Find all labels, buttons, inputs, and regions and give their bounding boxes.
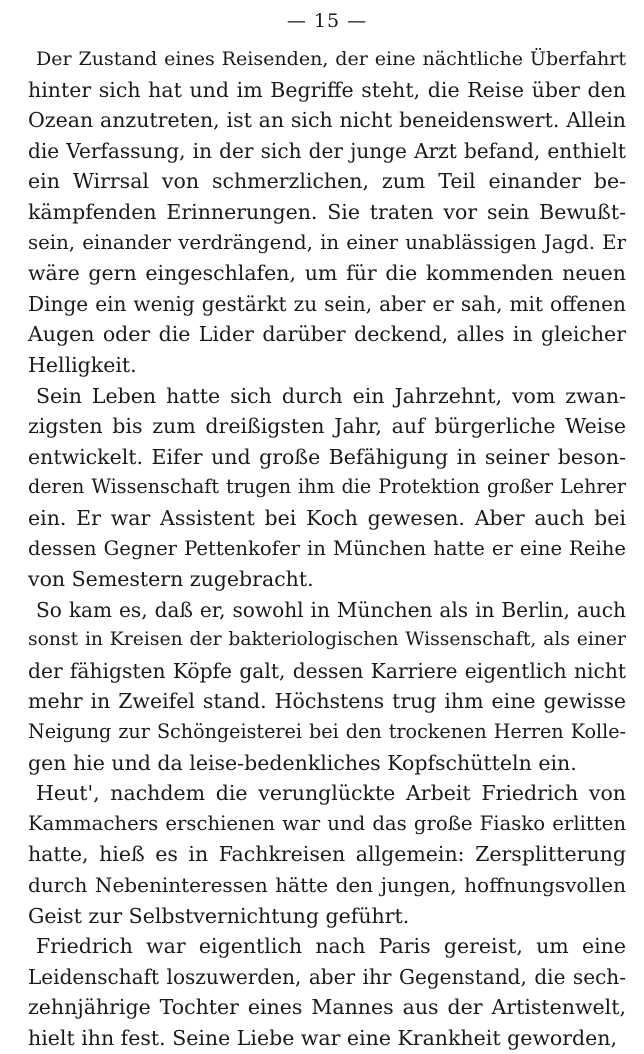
text-line: hatte, hieß es in Fachkreisen allgemein: Zersplitterung <box>28 842 626 867</box>
text-line: hinter sich hat und im Begriffe steht, die Reise über den <box>28 77 626 102</box>
paragraph <box>28 778 626 931</box>
text-line: durch Nebeninteressen hätte den jungen, hoffnungsvollen <box>28 873 626 898</box>
paragraph <box>28 44 626 381</box>
text-line: Dinge ein wenig gestärkt zu sein, aber er sah, mit offenen <box>28 291 626 316</box>
text-line: kämpfenden Erinnerungen. Sie traten vor sein Bewußt- <box>28 199 626 224</box>
text-line: Helligkeit. <box>28 352 137 377</box>
page-number: — 15 — <box>286 10 368 32</box>
text-line: der fähigsten Köpfe galt, dessen Karriere eigentlich nicht <box>28 658 626 683</box>
paragraph <box>28 931 626 1053</box>
text-line: zehnjährige Tochter eines Mannes aus der Artistenwelt, <box>28 995 626 1020</box>
text-line: Sein Leben hatte sich durch ein Jahrzehnt, vom zwan- <box>36 383 626 408</box>
text-line: zigsten bis zum dreißigsten Jahr, auf bürgerliche Weise <box>28 414 626 439</box>
text-line: gen hie und da leise-bedenkliches Kopfschütteln ein. <box>28 750 577 775</box>
text-line: Augen oder die Lider darüber deckend, alles in gleicher <box>28 322 626 347</box>
text-line: die Verfassung, in der sich der junge Arzt befand, enthielt <box>28 138 626 163</box>
text-line: So kam es, daß er, sowohl in München als in Berlin, auch <box>36 597 626 622</box>
text-line: wäre gern eingeschlafen, um für die kommenden neuen <box>28 261 626 286</box>
text-line: Leidenschaft loszuwerden, aber ihr Gegenstand, die sech- <box>28 964 626 989</box>
text-line: hielt ihn fest. Seine Liebe war eine Krankheit geworden, <box>28 1026 617 1050</box>
text-line: Neigung zur Schöngeisterei bei den trockenen Herren Kolle- <box>28 720 626 744</box>
text-line: sonst in Kreisen der bakteriologischen Wissenschaft, als einer <box>28 629 626 651</box>
paragraph <box>28 595 626 779</box>
text-line: entwickelt. Eifer und große Befähigung in seiner beson- <box>28 444 626 469</box>
text-line: Heut', nachdem die verunglückte Arbeit Friedrich von <box>36 781 626 806</box>
text-line: dessen Gegner Pettenkofer in München hatte er eine Reihe <box>28 536 626 560</box>
text-line: von Semestern zugebracht. <box>28 567 314 592</box>
text-line: Ozean anzutreten, ist an sich nicht beneidenswert. Allein <box>28 108 626 133</box>
text-line: mehr in Zweifel stand. Höchstens trug ihm eine gewisse <box>28 689 626 714</box>
text-line: Geist zur Selbstvernichtung geführt. <box>28 903 410 928</box>
text-line: ein Wirrsal von schmerzlichen, zum Teil einander be- <box>28 169 626 194</box>
paragraph <box>28 381 626 595</box>
text-line: Kammachers erschienen war und das große Fiasko erlitten <box>28 811 626 835</box>
text-line: Friedrich war eigentlich nach Paris gereist, um eine <box>36 934 626 959</box>
text-line: ein. Er war Assistent bei Koch gewesen. Aber auch bei <box>28 505 626 530</box>
text-line: sein, einander verdrängend, in einer unablässigen Jagd. Er <box>28 230 626 254</box>
text-line: Der Zustand eines Reisenden, der eine nächtliche Überfahrt <box>36 48 626 70</box>
text-body <box>28 44 626 1054</box>
text-line: deren Wissenschaft trugen ihm die Protektion großer Lehrer <box>28 475 626 499</box>
